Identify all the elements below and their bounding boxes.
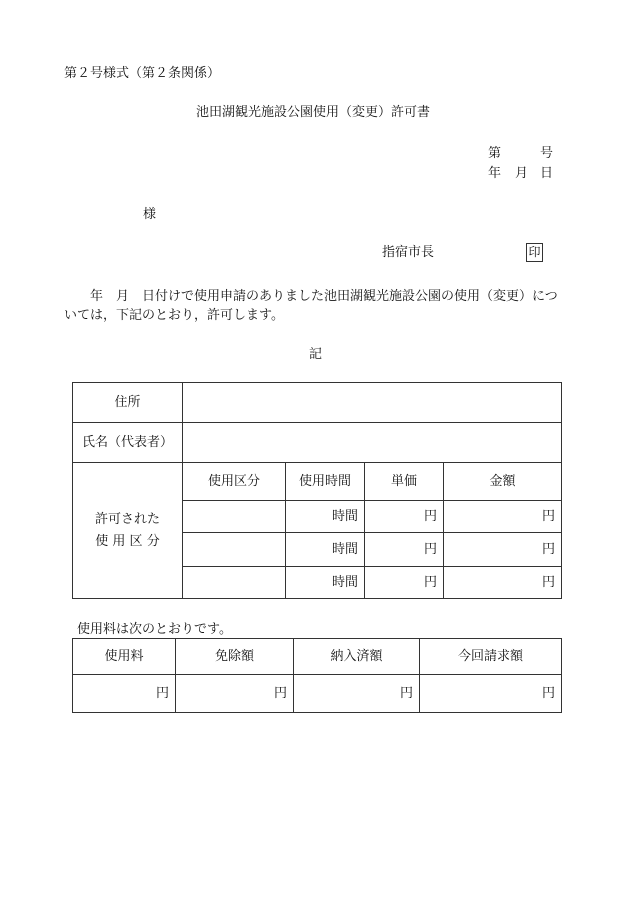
header-paid-amount: 納入済額 [294,639,420,675]
permitted-label-line-2: 使 用 区 分 [95,533,160,549]
doc-number-dai: 第 [488,146,502,161]
amount-cell[interactable]: 円 [444,533,562,567]
amount-cell[interactable]: 円 [444,501,562,533]
ki-heading: 記 [309,347,323,362]
form-number: 第２号様式（第２条関係） [64,66,221,81]
usage-fee-cell[interactable]: 円 [73,675,176,713]
date-month: 月 [515,166,529,181]
header-unit-price: 単価 [365,463,444,501]
header-exemption: 免除額 [176,639,294,675]
date-day: 日 [540,166,554,181]
usage-time-cell[interactable]: 時間 [286,567,365,599]
doc-number-go: 号 [540,146,554,161]
header-current-billing: 今回請求額 [420,639,562,675]
usage-time-cell[interactable]: 時間 [286,533,365,567]
paid-amount-cell[interactable]: 円 [294,675,420,713]
amount-cell[interactable]: 円 [444,567,562,599]
header-usage-time: 使用時間 [286,463,365,501]
permitted-label-line-1: 許可された [94,511,160,527]
table-row [73,675,562,713]
body-text-line-2: いては，下記のとおり，許可します。 [64,308,284,323]
usage-category-cell[interactable] [183,533,286,567]
fee-table [72,638,562,713]
header-usage-category: 使用区分 [183,463,286,501]
date-year: 年 [488,166,502,181]
fee-intro: 使用料は次のとおりです。 [77,622,232,637]
seal-mark: 印 [526,243,543,262]
name-label: 氏名（代表者） [73,423,183,463]
document-title: 池田湖観光施設公園使用（変更）許可書 [196,105,431,120]
current-billing-cell[interactable]: 円 [420,675,562,713]
unit-price-cell[interactable]: 円 [365,501,444,533]
address-label: 住所 [73,383,183,423]
exemption-cell[interactable]: 円 [176,675,294,713]
address-field[interactable] [183,383,562,423]
header-usage-fee: 使用料 [73,639,176,675]
addressee-suffix: 様 [143,207,157,222]
header-amount: 金額 [444,463,562,501]
unit-price-cell[interactable]: 円 [365,567,444,599]
name-field[interactable] [183,423,562,463]
usage-category-cell[interactable] [183,501,286,533]
usage-time-cell[interactable]: 時間 [286,501,365,533]
issuer: 指宿市長 [382,245,435,260]
permit-table [72,382,562,599]
body-text-line-1: 年 月 日付けで使用申請のありました池田湖観光施設公園の使用（変更）につ [90,289,558,304]
permitted-category-label [73,463,183,599]
unit-price-cell[interactable]: 円 [365,533,444,567]
usage-category-cell[interactable] [183,567,286,599]
